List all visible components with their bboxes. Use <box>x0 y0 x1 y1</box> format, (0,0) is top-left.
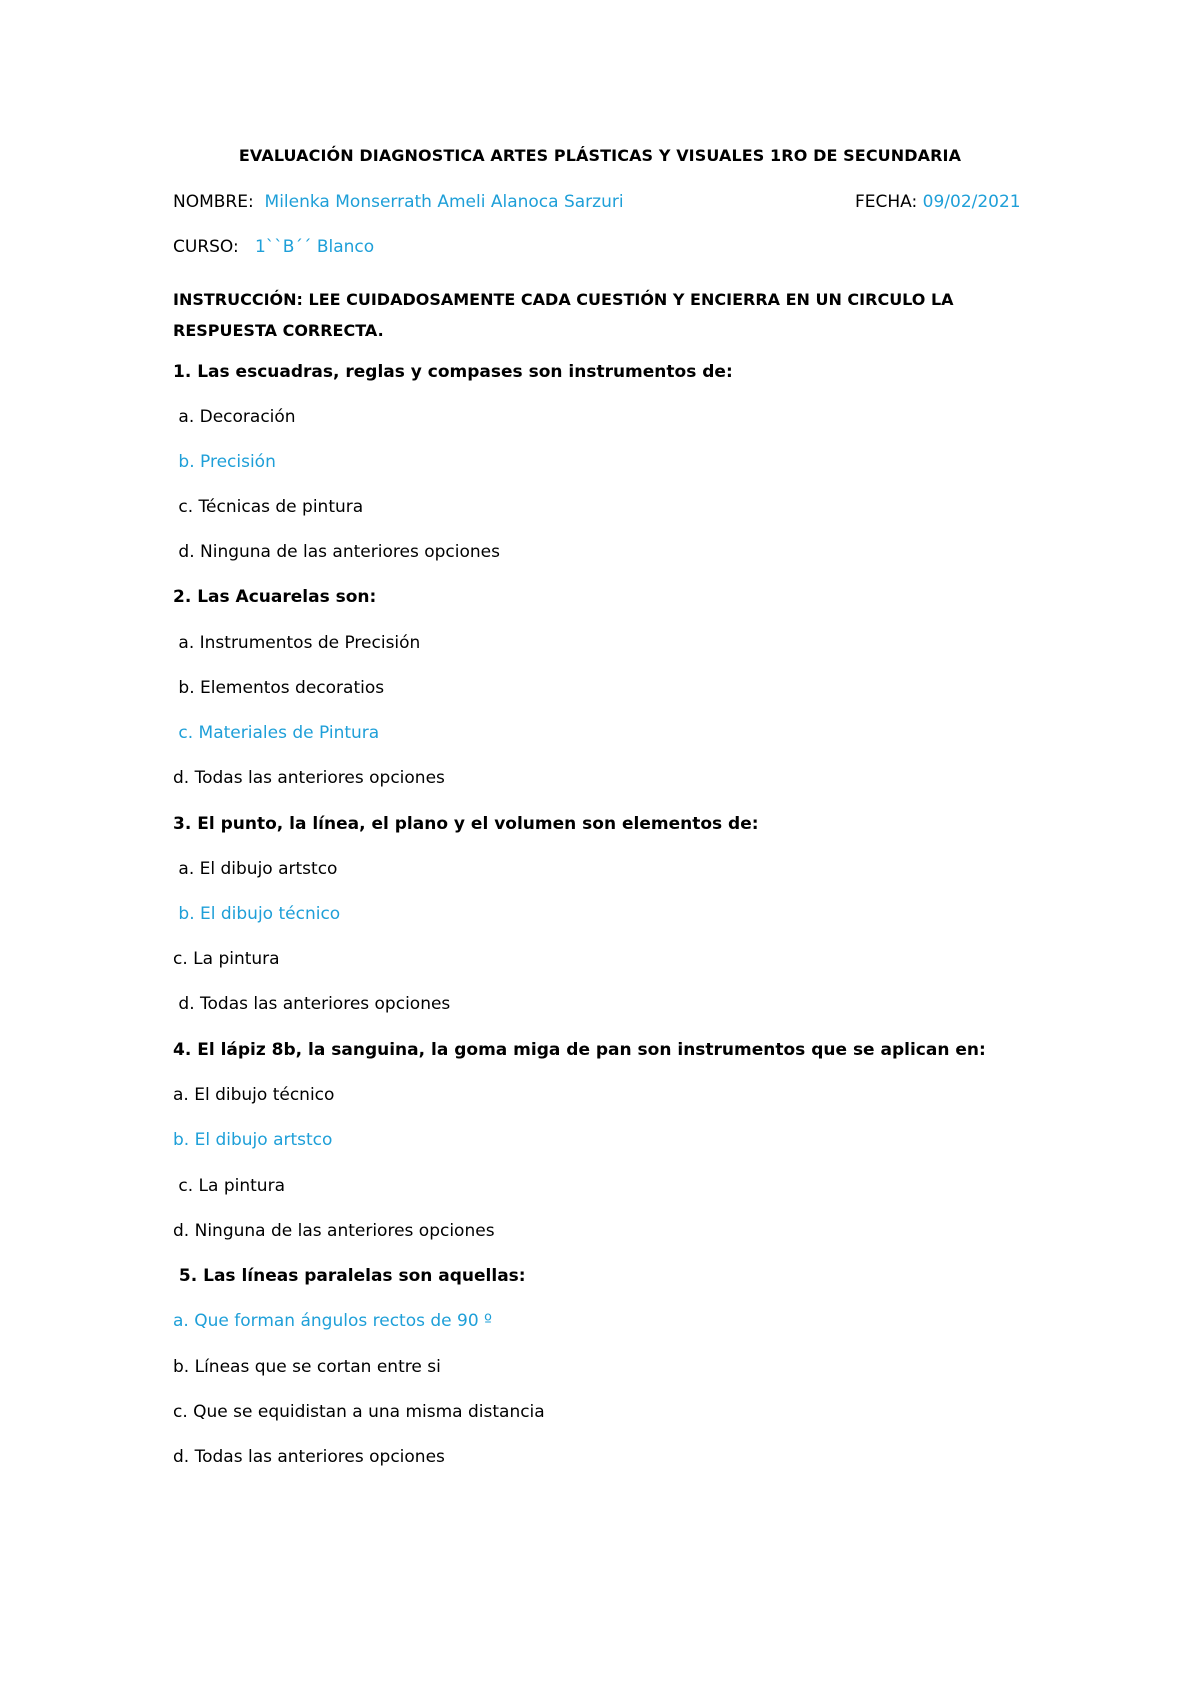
q3-option-a[interactable]: a. El dibujo artstco <box>173 859 338 879</box>
q2-option-d[interactable]: d. Todas las anteriores opciones <box>173 768 445 788</box>
q4-option-d[interactable]: d. Ninguna de las anteriores opciones <box>173 1221 495 1241</box>
q5-option-a[interactable]: a. Que forman ángulos rectos de 90 º <box>173 1311 493 1331</box>
nombre-value: Milenka Monserrath Ameli Alanoca Sarzuri <box>264 192 624 212</box>
fecha-row <box>855 191 1021 213</box>
fecha-label: FECHA: <box>855 192 918 212</box>
curso-row <box>173 236 374 258</box>
q5-option-b[interactable]: b. Líneas que se cortan entre si <box>173 1357 441 1377</box>
q1-option-b[interactable]: b. Precisión <box>173 452 276 472</box>
q2-option-c[interactable]: c. Materiales de Pintura <box>173 723 380 743</box>
q1-option-c[interactable]: c. Técnicas de pintura <box>173 497 364 517</box>
q4-option-b[interactable]: b. El dibujo artstco <box>173 1130 333 1150</box>
nombre-row <box>173 191 624 213</box>
question-5: 5. Las líneas paralelas son aquellas: <box>173 1266 526 1286</box>
instructions: INSTRUCCIÓN: LEE CUIDADOSAMENTE CADA CUESTIÓN Y ENCIERRA EN UN CIRCULO LA RESPUESTA CORRECTA. <box>173 290 954 340</box>
q3-option-d[interactable]: d. Todas las anteriores opciones <box>173 994 451 1014</box>
q4-option-a[interactable]: a. El dibujo técnico <box>173 1085 335 1105</box>
q3-option-c[interactable]: c. La pintura <box>173 949 280 969</box>
curso-label: CURSO: <box>173 237 239 257</box>
q2-option-b[interactable]: b. Elementos decoratios <box>173 678 385 698</box>
q2-option-a[interactable]: a. Instrumentos de Precisión <box>173 633 421 653</box>
q5-option-d[interactable]: d. Todas las anteriores opciones <box>173 1447 445 1467</box>
q3-option-b[interactable]: b. El dibujo técnico <box>173 904 341 924</box>
fecha-value: 09/02/2021 <box>922 192 1021 212</box>
q1-option-d[interactable]: d. Ninguna de las anteriores opciones <box>173 542 500 562</box>
question-1: 1. Las escuadras, reglas y compases son instrumentos de: <box>173 362 733 382</box>
question-3: 3. El punto, la línea, el plano y el volumen son elementos de: <box>173 814 759 834</box>
question-4: 4. El lápiz 8b, la sanguina, la goma miga de pan son instrumentos que se aplican en: <box>173 1040 986 1060</box>
document-title: EVALUACIÓN DIAGNOSTICA ARTES PLÁSTICAS Y VISUALES 1RO DE SECUNDARIA <box>238 146 962 165</box>
q5-option-c[interactable]: c. Que se equidistan a una misma distancia <box>173 1402 545 1422</box>
curso-value: 1``B´´ Blanco <box>254 237 375 257</box>
q4-option-c[interactable]: c. La pintura <box>173 1176 285 1196</box>
question-2: 2. Las Acuarelas son: <box>173 587 377 607</box>
nombre-label: NOMBRE: <box>173 192 254 212</box>
q1-option-a[interactable]: a. Decoración <box>173 407 296 427</box>
